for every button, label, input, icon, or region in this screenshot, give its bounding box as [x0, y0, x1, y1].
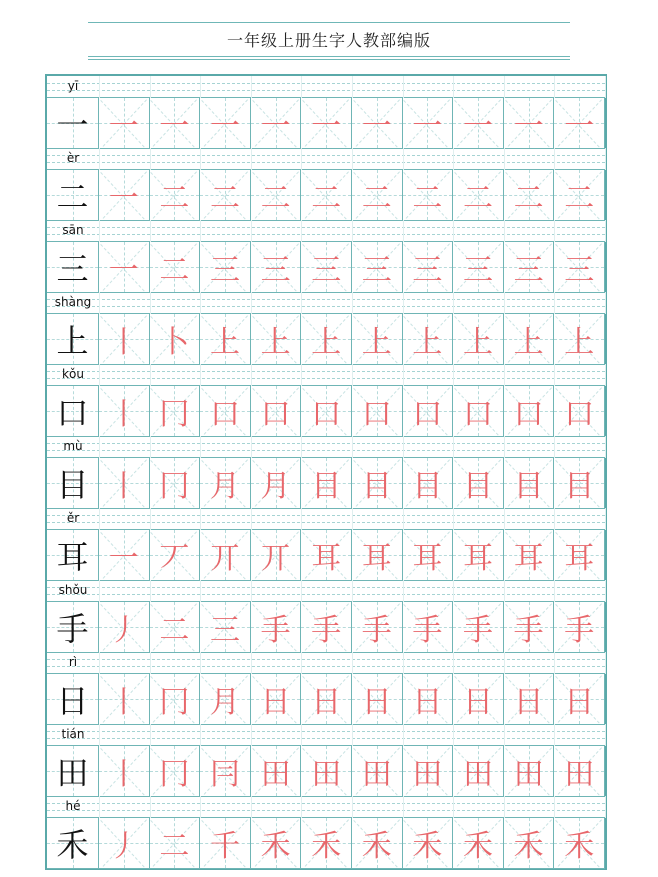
stroke-step-char: 手	[361, 613, 392, 648]
trace-cell	[453, 818, 504, 868]
trace-cell	[504, 98, 555, 148]
trace-cell	[301, 242, 352, 292]
trace-cell	[504, 674, 555, 724]
trace-cell	[200, 602, 251, 652]
trace-cell	[352, 530, 403, 580]
stroke-step-char: 二	[159, 181, 190, 216]
stroke-step-char: 手	[462, 613, 493, 648]
stroke-step-char: 丿	[108, 613, 139, 648]
stroke-step-char: 目	[412, 469, 443, 504]
trace-cell	[554, 674, 605, 724]
pinyin-label: hé	[65, 799, 81, 813]
trace-cell	[403, 314, 454, 364]
stroke-step-char: 上	[462, 325, 493, 360]
stroke-step-char: 上	[361, 325, 392, 360]
model-char-cell	[47, 602, 99, 652]
trace-cell	[504, 818, 555, 868]
model-char: 上	[56, 322, 89, 360]
stroke-step-char: 禾	[361, 829, 392, 864]
trace-cell	[352, 314, 403, 364]
trace-cell	[403, 818, 454, 868]
trace-cell	[301, 314, 352, 364]
trace-cell	[403, 98, 454, 148]
practice-grid	[45, 74, 607, 870]
stroke-step-char: 二	[564, 181, 595, 216]
trace-cell	[554, 314, 605, 364]
writing-cells	[47, 602, 605, 653]
stroke-step-char: 上	[209, 325, 240, 360]
pinyin-label: sān	[62, 223, 84, 237]
trace-cell	[504, 386, 555, 436]
trace-cell	[301, 98, 352, 148]
stroke-step-char: 口	[462, 397, 493, 432]
stroke-step-char: 二	[462, 181, 493, 216]
trace-cell	[200, 746, 251, 796]
stroke-step-char: 一	[108, 541, 139, 576]
stroke-step-char: 目	[462, 469, 493, 504]
stroke-step-char: 目	[513, 469, 544, 504]
stroke-step-char: 一	[209, 109, 240, 144]
trace-cell	[251, 170, 302, 220]
stroke-step-char: 耳	[311, 541, 342, 576]
model-char-cell	[47, 314, 99, 364]
stroke-step-char: 丿	[108, 829, 139, 864]
pinyin-band	[47, 76, 605, 98]
trace-cell	[251, 98, 302, 148]
pinyin-band	[47, 652, 605, 674]
trace-cell	[352, 674, 403, 724]
stroke-step-char: 二	[260, 181, 291, 216]
trace-cell	[99, 818, 150, 868]
trace-cell	[554, 170, 605, 220]
stroke-step-char: 目	[564, 469, 595, 504]
trace-cell	[453, 242, 504, 292]
stroke-step-char: 二	[209, 181, 240, 216]
stroke-step-char: 一	[108, 181, 139, 216]
trace-cell	[453, 98, 504, 148]
trace-cell	[99, 458, 150, 508]
stroke-step-char: 目	[361, 469, 392, 504]
stroke-step-char: 日	[564, 685, 595, 720]
pinyin-label: èr	[66, 151, 80, 165]
stroke-step-char: 丌	[260, 541, 291, 576]
stroke-step-char: 一	[462, 109, 493, 144]
stroke-step-char: 禾	[462, 829, 493, 864]
trace-cell	[150, 98, 201, 148]
trace-cell	[200, 458, 251, 508]
model-char-cell	[47, 818, 99, 868]
writing-cells	[47, 242, 605, 293]
trace-cell	[554, 98, 605, 148]
stroke-step-char: 三	[361, 253, 392, 288]
pinyin-label: tián	[61, 727, 85, 741]
trace-cell	[150, 818, 201, 868]
stroke-step-char: 手	[513, 613, 544, 648]
stroke-step-char: 手	[412, 613, 443, 648]
pinyin-band	[47, 220, 605, 242]
title-rule-bottom-2	[88, 59, 570, 60]
pinyin-band	[47, 364, 605, 386]
trace-cell	[504, 602, 555, 652]
model-char: 禾	[56, 826, 89, 864]
stroke-step-char: 二	[311, 181, 342, 216]
pinyin-band	[47, 436, 605, 458]
trace-cell	[403, 674, 454, 724]
trace-cell	[99, 602, 150, 652]
stroke-step-char: 冂	[159, 397, 190, 432]
trace-cell	[150, 530, 201, 580]
trace-cell	[150, 242, 201, 292]
trace-cell	[301, 530, 352, 580]
trace-cell	[251, 746, 302, 796]
trace-cell	[403, 602, 454, 652]
trace-cell	[99, 314, 150, 364]
trace-cell	[554, 602, 605, 652]
trace-cell	[251, 818, 302, 868]
trace-cell	[251, 602, 302, 652]
pinyin-label: kǒu	[62, 367, 84, 381]
stroke-step-char: 丌	[209, 541, 240, 576]
pinyin-label: shàng	[54, 295, 92, 309]
model-char-cell	[47, 242, 99, 292]
trace-cell	[150, 602, 201, 652]
stroke-step-char: 日	[412, 685, 443, 720]
trace-cell	[251, 674, 302, 724]
stroke-step-char: 口	[564, 397, 595, 432]
trace-cell	[301, 386, 352, 436]
model-char-cell	[47, 746, 99, 796]
stroke-step-char: 上	[564, 325, 595, 360]
stroke-step-char: 二	[159, 613, 190, 648]
trace-cell	[554, 386, 605, 436]
stroke-step-char: 二	[361, 181, 392, 216]
writing-cells	[47, 314, 605, 365]
stroke-step-char: 禾	[311, 829, 342, 864]
writing-cells	[47, 170, 605, 221]
trace-cell	[200, 170, 251, 220]
stroke-step-char: 禾	[412, 829, 443, 864]
model-char: 三	[56, 250, 89, 288]
model-char: 目	[56, 466, 89, 504]
stroke-step-char: 上	[260, 325, 291, 360]
stroke-step-char: 田	[311, 757, 342, 792]
stroke-step-char: 二	[513, 181, 544, 216]
stroke-step-char: 一	[108, 109, 139, 144]
trace-cell	[200, 314, 251, 364]
trace-cell	[352, 458, 403, 508]
stroke-step-char: 二	[412, 181, 443, 216]
stroke-step-char: 一	[564, 109, 595, 144]
stroke-step-char: 耳	[564, 541, 595, 576]
trace-cell	[352, 818, 403, 868]
stroke-step-char: 冂	[159, 469, 190, 504]
trace-cell	[301, 602, 352, 652]
stroke-step-char: 口	[260, 397, 291, 432]
stroke-step-char: 三	[564, 253, 595, 288]
title-rule-top	[88, 22, 570, 23]
trace-cell	[251, 314, 302, 364]
pinyin-band	[47, 148, 605, 170]
stroke-step-char: 丆	[159, 541, 190, 576]
writing-cells	[47, 530, 605, 581]
trace-cell	[352, 746, 403, 796]
stroke-step-char: 三	[513, 253, 544, 288]
stroke-step-char: 一	[311, 109, 342, 144]
pinyin-band	[47, 292, 605, 314]
trace-cell	[200, 98, 251, 148]
stroke-step-char: 日	[260, 685, 291, 720]
stroke-step-char: 三	[209, 613, 240, 648]
trace-cell	[554, 530, 605, 580]
stroke-step-char: 口	[361, 397, 392, 432]
trace-cell	[504, 314, 555, 364]
trace-cell	[301, 746, 352, 796]
pinyin-band	[47, 724, 605, 746]
stroke-step-char: 二	[159, 829, 190, 864]
stroke-step-char: 田	[564, 757, 595, 792]
stroke-step-char: 田	[412, 757, 443, 792]
stroke-step-char: 田	[361, 757, 392, 792]
stroke-step-char: 三	[260, 253, 291, 288]
trace-cell	[453, 530, 504, 580]
stroke-step-char: 一	[513, 109, 544, 144]
trace-cell	[453, 746, 504, 796]
trace-cell	[504, 530, 555, 580]
trace-cell	[200, 674, 251, 724]
stroke-step-char: 禾	[260, 829, 291, 864]
pinyin-band	[47, 508, 605, 530]
pinyin-band	[47, 796, 605, 818]
trace-cell	[150, 458, 201, 508]
trace-cell	[504, 242, 555, 292]
stroke-step-char: 日	[462, 685, 493, 720]
stroke-step-char: 耳	[412, 541, 443, 576]
stroke-step-char: 一	[159, 109, 190, 144]
model-char: 一	[56, 106, 89, 144]
stroke-step-char: 口	[311, 397, 342, 432]
trace-cell	[301, 674, 352, 724]
stroke-step-char: 丨	[108, 469, 139, 504]
stroke-step-char: 丨	[108, 397, 139, 432]
trace-cell	[352, 98, 403, 148]
trace-cell	[453, 458, 504, 508]
stroke-step-char: 日	[361, 685, 392, 720]
stroke-step-char: 口	[513, 397, 544, 432]
stroke-step-char: 冂	[159, 757, 190, 792]
trace-cell	[403, 746, 454, 796]
trace-cell	[352, 242, 403, 292]
trace-cell	[504, 170, 555, 220]
trace-cell	[352, 386, 403, 436]
stroke-step-char: 丨	[108, 325, 139, 360]
trace-cell	[453, 674, 504, 724]
pinyin-label: shǒu	[58, 583, 88, 597]
trace-cell	[200, 242, 251, 292]
model-char-cell	[47, 386, 99, 436]
model-char: 耳	[56, 538, 89, 576]
stroke-step-char: 目	[311, 469, 342, 504]
stroke-step-char: 丨	[108, 685, 139, 720]
trace-cell	[251, 242, 302, 292]
trace-cell	[99, 242, 150, 292]
stroke-step-char: 耳	[513, 541, 544, 576]
model-char-cell	[47, 530, 99, 580]
trace-cell	[99, 674, 150, 724]
trace-cell	[99, 746, 150, 796]
writing-cells	[47, 818, 605, 869]
trace-cell	[150, 314, 201, 364]
model-char: 日	[56, 682, 89, 720]
writing-cells	[47, 386, 605, 437]
stroke-step-char: 月	[260, 469, 291, 504]
trace-cell	[554, 242, 605, 292]
trace-cell	[504, 458, 555, 508]
trace-cell	[403, 458, 454, 508]
stroke-step-char: 日	[513, 685, 544, 720]
trace-cell	[352, 602, 403, 652]
stroke-step-char: 冂	[159, 685, 190, 720]
stroke-step-char: 手	[564, 613, 595, 648]
pinyin-label: mù	[63, 439, 83, 453]
stroke-step-char: 禾	[564, 829, 595, 864]
trace-cell	[200, 386, 251, 436]
page-title: 一年级上册生字人教部编版	[226, 31, 431, 50]
stroke-step-char: 月	[209, 469, 240, 504]
trace-cell	[554, 818, 605, 868]
trace-cell	[99, 170, 150, 220]
model-char: 口	[56, 394, 89, 432]
model-char-cell	[47, 674, 99, 724]
stroke-step-char: 禾	[513, 829, 544, 864]
trace-cell	[453, 170, 504, 220]
stroke-step-char: 丨	[108, 757, 139, 792]
stroke-step-char: 手	[311, 613, 342, 648]
trace-cell	[403, 170, 454, 220]
stroke-step-char: 一	[108, 253, 139, 288]
trace-cell	[301, 458, 352, 508]
trace-cell	[99, 386, 150, 436]
trace-cell	[352, 170, 403, 220]
stroke-step-char: 上	[513, 325, 544, 360]
stroke-step-char: 一	[260, 109, 291, 144]
trace-cell	[150, 386, 201, 436]
model-char: 手	[56, 610, 89, 648]
trace-cell	[403, 242, 454, 292]
stroke-step-char: 三	[412, 253, 443, 288]
trace-cell	[150, 746, 201, 796]
stroke-step-char: 三	[462, 253, 493, 288]
trace-cell	[301, 170, 352, 220]
trace-cell	[251, 530, 302, 580]
stroke-step-char: 田	[462, 757, 493, 792]
writing-cells	[47, 674, 605, 725]
stroke-step-char: 一	[412, 109, 443, 144]
stroke-step-char: 口	[209, 397, 240, 432]
stroke-step-char: 二	[159, 253, 190, 288]
stroke-step-char: 上	[311, 325, 342, 360]
stroke-step-char: 耳	[361, 541, 392, 576]
stroke-step-char: 田	[260, 757, 291, 792]
trace-cell	[554, 458, 605, 508]
trace-cell	[301, 818, 352, 868]
model-char-cell	[47, 458, 99, 508]
writing-cells	[47, 746, 605, 797]
trace-cell	[251, 386, 302, 436]
stroke-step-char: 口	[412, 397, 443, 432]
stroke-step-char: 手	[260, 613, 291, 648]
trace-cell	[99, 530, 150, 580]
stroke-step-char: 三	[209, 253, 240, 288]
trace-cell	[99, 98, 150, 148]
writing-cells	[47, 458, 605, 509]
stroke-step-char: 日	[311, 685, 342, 720]
stroke-step-char: 月	[209, 685, 240, 720]
trace-cell	[453, 386, 504, 436]
pinyin-label: yī	[67, 79, 79, 93]
trace-cell	[200, 818, 251, 868]
model-char-cell	[47, 98, 99, 148]
writing-cells	[47, 98, 605, 149]
pinyin-label: ěr	[66, 511, 80, 525]
trace-cell	[251, 458, 302, 508]
stroke-step-char: 千	[209, 829, 240, 864]
trace-cell	[504, 746, 555, 796]
trace-cell	[453, 602, 504, 652]
title-rule-bottom	[88, 56, 570, 57]
stroke-step-char: 田	[513, 757, 544, 792]
trace-cell	[403, 530, 454, 580]
trace-cell	[150, 674, 201, 724]
stroke-step-char: 卜	[159, 325, 190, 360]
trace-cell	[150, 170, 201, 220]
trace-cell	[200, 530, 251, 580]
model-char: 二	[56, 178, 89, 216]
stroke-step-char: 耳	[462, 541, 493, 576]
model-char: 田	[56, 754, 89, 792]
stroke-step-char: 三	[311, 253, 342, 288]
stroke-step-char: 上	[412, 325, 443, 360]
trace-cell	[403, 386, 454, 436]
stroke-step-char: 一	[361, 109, 392, 144]
pinyin-label: rì	[68, 655, 78, 669]
pinyin-band	[47, 580, 605, 602]
trace-cell	[554, 746, 605, 796]
trace-cell	[453, 314, 504, 364]
stroke-step-char: 冃	[209, 757, 240, 792]
model-char-cell	[47, 170, 99, 220]
